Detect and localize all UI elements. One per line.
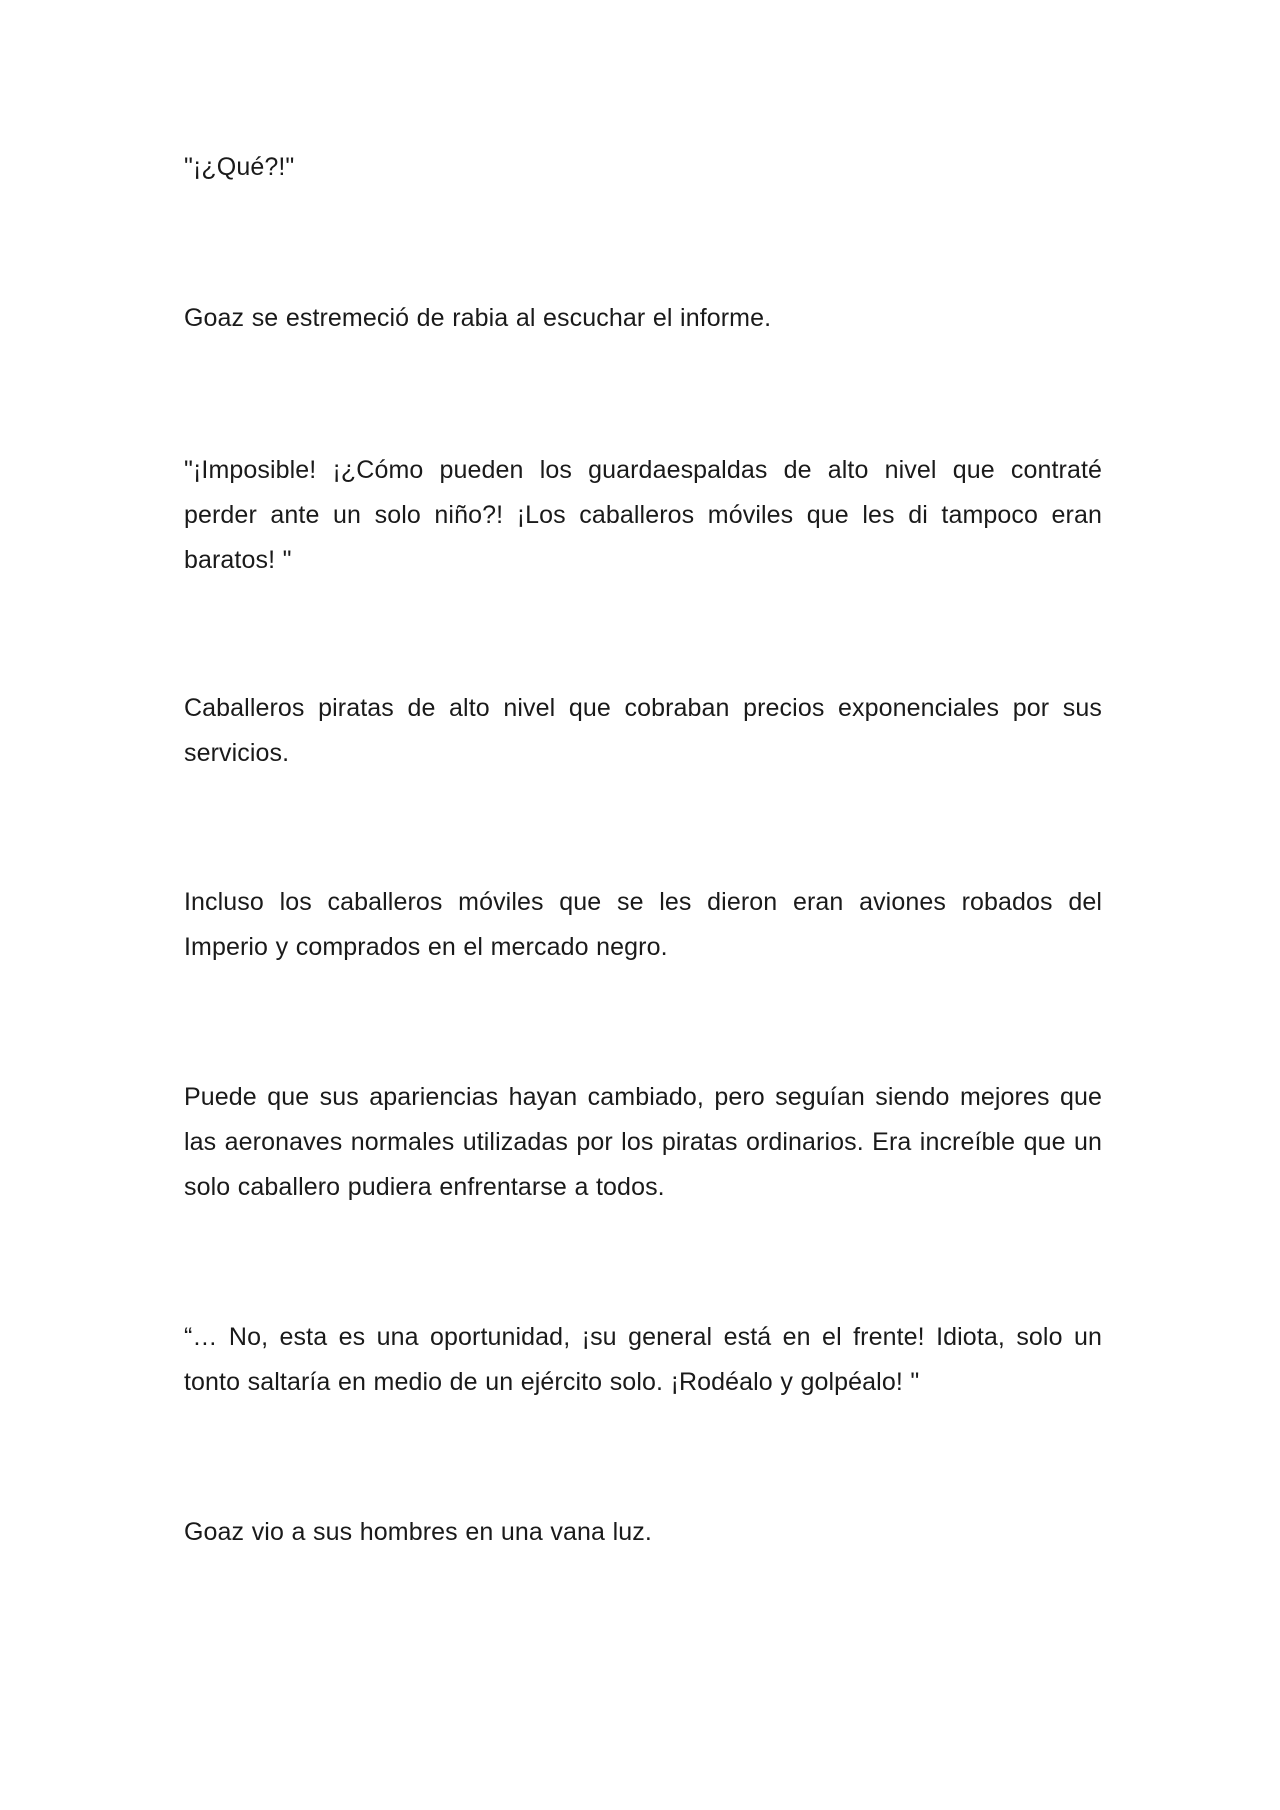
paragraph: Goaz se estremeció de rabia al escuchar el informe. [184, 304, 772, 332]
paragraph: Caballeros piratas de alto nivel que cobraban precios exponenciales por sus servicios. [184, 694, 1102, 767]
paragraph: "¡¿Qué?!" [184, 153, 295, 181]
paragraph: Incluso los caballeros móviles que se les dieron eran aviones robados del Imperio y comprados en el mercado negro. [184, 888, 1102, 961]
paragraph: Puede que sus apariencias hayan cambiado, pero seguían siendo mejores que las aeronaves normales utilizadas por los piratas ordinarios. Era increíble que un solo caballero pudiera enfrentarse a todos. [184, 1083, 1102, 1201]
paragraph: "¡Imposible! ¡¿Cómo pueden los guardaespaldas de alto nivel que contraté perder ante un solo niño?! ¡Los caballeros móviles que les di tampoco eran baratos! " [184, 456, 1102, 574]
paragraph: “… No, esta es una oportunidad, ¡su general está en el frente! Idiota, solo un tonto saltaría en medio de un ejército solo. ¡Rodéalo y golpéalo! " [184, 1323, 1102, 1396]
paragraph: Goaz vio a sus hombres en una vana luz. [184, 1518, 652, 1546]
